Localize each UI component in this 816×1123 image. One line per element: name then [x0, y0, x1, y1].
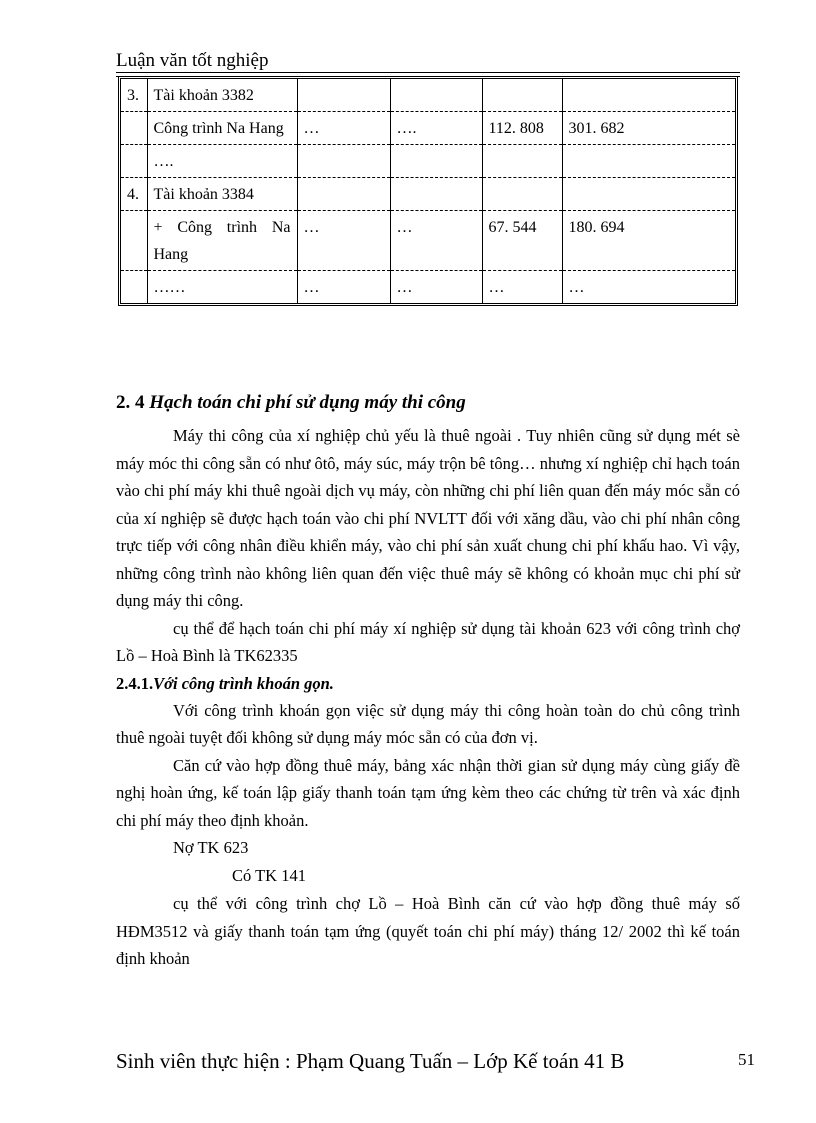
- paragraph-3: Với công trình khoán gọn việc sử dụng máy thi công hoàn toàn do chủ công trình thuê ngoài tuyệt đối không sử dụng máy móc sẵn có của đơn vị.: [116, 700, 740, 747]
- ledger-table-frame: [118, 76, 738, 306]
- table-row: [121, 271, 735, 304]
- table-cell: [390, 145, 482, 178]
- subsection-title: Với công trình khoán gọn.: [153, 673, 334, 693]
- running-header: Luận văn tốt nghiệp: [116, 50, 269, 71]
- subsection-heading: [116, 670, 740, 697]
- section-number: 2. 4: [116, 392, 150, 413]
- table-cell: …: [482, 271, 562, 304]
- table-cell: …: [390, 271, 482, 304]
- table-cell: Công trình Na Hang: [147, 112, 297, 145]
- table-cell: [297, 79, 390, 112]
- table-cell: [482, 178, 562, 211]
- paragraph-2: cụ thể để hạch toán chi phí máy xí nghiệp sử dụng tài khoản 623 với công trình chợ Lồ – Hoà Bình là TK62335: [116, 618, 740, 665]
- credit-entry: Có TK 141: [232, 866, 306, 885]
- table-row: [121, 211, 735, 271]
- table-row: [121, 112, 735, 145]
- ledger-table: [121, 79, 735, 303]
- table-cell: 4.: [121, 178, 147, 211]
- table-cell: [562, 79, 735, 112]
- table-cell: …: [297, 271, 390, 304]
- table-cell: [121, 211, 147, 271]
- ledger-table-body: [121, 79, 735, 303]
- paragraph-4: Căn cứ vào hợp đồng thuê máy, bảng xác nhận thời gian sử dụng máy cùng giấy đề nghị hoàn ứng, kế toán lập giấy thanh toán tạm ứng kèm theo các chứng từ trên và xác định chi phí máy theo định khoản.: [116, 755, 740, 830]
- table-cell: [121, 145, 147, 178]
- table-cell: 180. 694: [562, 211, 735, 271]
- footer-author: Sinh viên thực hiện : Phạm Quang Tuấn – Lớp Kế toán 41 B: [116, 1049, 625, 1073]
- table-row: [121, 178, 735, 211]
- table-cell: [121, 112, 147, 145]
- table-cell: …: [297, 211, 390, 271]
- table-cell: [562, 145, 735, 178]
- paragraph-1: Máy thi công của xí nghiệp chủ yếu là thuê ngoài . Tuy nhiên cũng sử dụng mét sè máy móc thi công sẵn có như ôtô, máy súc, máy trộn bê tông… nhưng xí nghiệp chỉ hạch toán vào chi phí máy khi thuê ngoài dịch vụ máy, còn những chi phí liên quan đến máy móc sẵn có của xí nghiệp sẽ được hạch toán vào chi phí NVLTT đối với xăng dầu, vào chi phí nhân công trực tiếp với công nhân điều khiển máy, vào chi phí sản xuất chung chi phí khấu hao. Vì vậy, những công trình nào không liên quan đến việc thuê máy sẽ không có khoản mục chi phí sử dụng máy thi công.: [116, 426, 740, 610]
- table-cell: …: [297, 112, 390, 145]
- debit-entry: Nợ TK 623: [173, 838, 249, 857]
- table-cell: [562, 178, 735, 211]
- table-cell: ….: [390, 112, 482, 145]
- table-cell: [390, 79, 482, 112]
- table-row: [121, 145, 735, 178]
- subsection-number: 2.4.1.: [116, 673, 154, 693]
- table-row: [121, 79, 735, 112]
- table-cell: 301. 682: [562, 112, 735, 145]
- table-cell: 112. 808: [482, 112, 562, 145]
- page-number: 51: [738, 1050, 755, 1069]
- body-text: [116, 390, 740, 973]
- table-cell: [390, 178, 482, 211]
- table-cell: 3.: [121, 79, 147, 112]
- table-cell: Tài khoản 3384: [147, 178, 297, 211]
- paragraph-5: cụ thể với công trình chợ Lồ – Hoà Bình căn cứ vào hợp đồng thuê máy số HĐM3512 và giấy thanh toán tạm ứng (quyết toán chi phí máy) tháng 12/ 2002 thì kế toán định khoản: [116, 894, 740, 968]
- table-cell: 67. 544: [482, 211, 562, 271]
- table-cell: [297, 178, 390, 211]
- table-cell: …: [562, 271, 735, 304]
- table-cell: [297, 145, 390, 178]
- table-cell: ……: [147, 271, 297, 304]
- section-heading: [116, 390, 740, 416]
- table-cell: [121, 271, 147, 304]
- table-cell: + Công trình Na Hang: [147, 211, 297, 271]
- table-cell: …: [390, 211, 482, 271]
- table-cell: [482, 145, 562, 178]
- section-title: Hạch toán chi phí sử dụng máy thi công: [149, 392, 466, 413]
- table-cell: ….: [147, 145, 297, 178]
- table-cell: [482, 79, 562, 112]
- table-cell: Tài khoản 3382: [147, 79, 297, 112]
